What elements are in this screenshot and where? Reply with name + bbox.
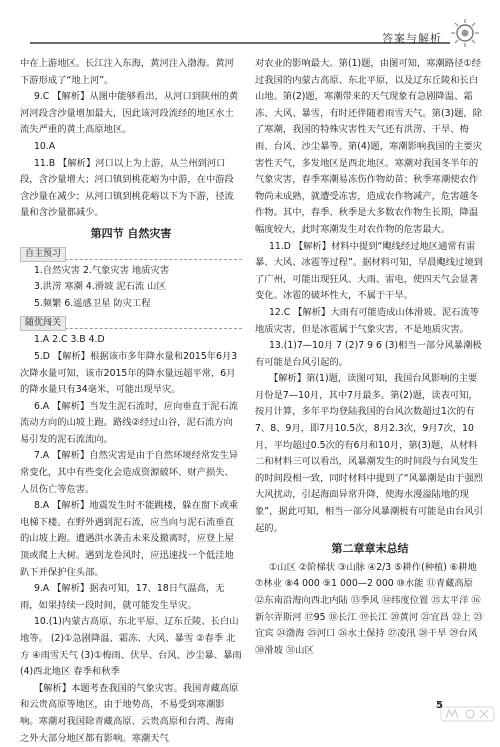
header-title: 答案与解析 [382,32,442,45]
answer-line: 1.A 2.C 3.B 4.D [33,334,105,346]
answer-6: 6.A 【解析】当发生泥石流时，应向垂直于泥石流流动方向的山坡上跑。路线②经过山谷，泥石流方向易引发的泥石流流向。 [20,400,239,445]
answer-13: 13.(1)7—10月 7 (2)7 9 6 (3)相当一部分风暴潮极有可能是台风引起的。 [255,340,482,368]
answer-line: 1.自然灾害 2.气象灾害 地质灾害 [33,264,170,276]
paragraph: 中在上游地区。长江注入东海，黄河注入渤海。黄河下游形成了“地上河”。 [20,58,234,86]
page-number: 5 [436,700,443,711]
sun-emblem-icon [450,18,480,48]
answer-9: 9.C 【解析】从图中能够看出，从河口到陕州的黄河河段含沙量增加最大，因此该河段流经的地区水土流失严重的黄土高原地区。 [20,91,239,136]
section-title: 第四节 自然灾害 [90,226,172,240]
paragraph: 对农业的影响最大。第(1)题，由图可知，寒潮路径①经过我国的内蒙古高原、东北平原，以及辽东丘陵和长白山地。第(2)题，寒潮带来的天气现象有急剧降温、霜冻、大风、暴雪，有时还伴随着雨雪天气。第(3)题，除了寒潮，我国的特殊灾害性天气还有洪涝、干旱、梅雨、台风、沙尘暴等。第(4)题，寒潮影响我国的主要灾害性天气，多发地区是西北地区。寒潮对我国冬半年的气象灾害，春季寒潮易冻伤作物幼苗；秋季寒潮使农作物尚未成熟，就遭受冻害，造成农作物减产，危害越冬作物。其中，春季、秋季是大多数农作物生长期，降温幅度较大，此时寒潮发生对农作物的危害最大。 [255,58,482,235]
answer-8: 8.A 【解析】地震发生时不能跳楼，躲在窗下或乘电梯下楼。在野外遇到泥石流，应当向与泥石流垂直的山坡上跑。遭遇洪水袭击未来及撤离时，应登上屋顶或爬上大树。遇到龙卷风时，应迅速找一个低洼地趴下并保护住头部。 [20,500,239,578]
answer-5: 5.D 【解析】根据该市多年降水量和2015年6月3次降水量可知，该市2015年的降水量远超平常，6月的降水量只有34毫米，可能出现旱灾。 [20,350,238,396]
page-header [30,28,490,50]
label-suiyou-chuangguan: 随优闯关 [20,316,66,331]
answer-10b: 10.(1)内蒙古高原、东北平原、辽东丘陵、长白山地等。 (2)①急剧降温、霜冻、大风、暴雪 ②春季 北方 ④雨雪天气 (3)①梅雨、伏旱、台风、沙尘暴、暴雨 (4)西北地区 春季和秋季 [20,616,242,678]
analysis: 【解析】本题考查我国的气象灾害。我国青藏高原和云贵高原等地区，由于地势高，不易受到寒潮影响。寒潮对我国除青藏高原、云贵高原和台湾、海南之外大部分地区都有影响。寒潮天气 [20,682,239,744]
mxqe-watermark-icon [440,706,495,722]
label-row [20,245,242,260]
answer-11: 11.B 【解析】河口以上为上游，从兰州到河口段，含沙量增大；河口镇到桃花峪为中游，在中游段含沙量在减少；从河口镇到桃花峪以下为下游，径流量和含沙量都减少。 [20,157,234,219]
answer-line: 5.频繁 6.遥感卫星 防灾工程 [33,297,151,309]
section-title: 第二章章末总结 [331,542,409,556]
answer-line: 3.洪涝 寒潮 4.滑坡 泥石流 山区 [33,281,166,293]
answer-11: 11.D 【解析】材料中提到“飑线经过地区通常有雷暴、大风、冰雹等过程”。据材料可知，早晨飑线过境到了广州，可能出现狂风、大雨、雷电，使四天气会显著变化。冰雹的破坏性大，不属于干旱。 [255,240,483,302]
summary-answers: ①山区 ②阶梯状 ③山脉 ④2/3 ⑤耕作(种植) ⑥耕地 ⑦林业 ⑧4 000 ⑨1 000—2 000 ⑩水能 ⑪青藏高原 ⑫东南沿海向西北内陆 ⑬季风 ⑭纬度位置 ⑮太平洋 ⑯新尔弄斯河 ⑰95 ⑱长江 ⑲长江 ⑳黄河 ㉑宜昌 ㉒上 ㉓宜宾 ㉔渤海 ㉕河口 ㉖水土保持 ㉗凌汛 ㉘干旱 ㉙台风 ㉚滑坡 ㉛山区 [255,561,483,656]
left-column [20,56,242,747]
analysis: 【解析】第(1)题，读图可知，我国台风影响的主要月份是7—10月，其中7月最多。第(2)题，读表可知，按月计算，多年平均登陆我国的台风次数超过1次的有7、8、9月，即7月10.5次，8月2.3次，9月7次，10月，平均超过0.5次的有6月和10月，第(3)题，从材料二和材料三可以看出，风暴潮发生的时间段与台风发生的时间段相一致，同时材料中提到了“风暴潮是由于强烈大风扰动，引起海面异常升降，使海水漫溢陆地的现象”，据此可知，相当一部分风暴潮极有可能是由台风引起的。 [255,373,483,534]
right-column [255,56,485,659]
answer-9b: 9.A 【解析】据表可知，17、18日气温高，无雨，如果持续一段时间，就可能发生旱灾。 [20,583,225,611]
answer-7: 7.A 【解析】自然灾害是由于自然环境经常发生异常变化，其中有些变化会造成资源破坏、财产损失、人员伤亡等危害。 [20,450,239,495]
answer-12: 12.C 【解析】大雨有可能造成山体滑坡、泥石流等地质灾害，但是冰雹属于气象灾害，不是地质灾害。 [255,306,480,335]
answer-10: 10.A [33,140,56,152]
label-row [20,314,242,329]
label-zizhu-yuxi: 自主预习 [20,247,66,262]
